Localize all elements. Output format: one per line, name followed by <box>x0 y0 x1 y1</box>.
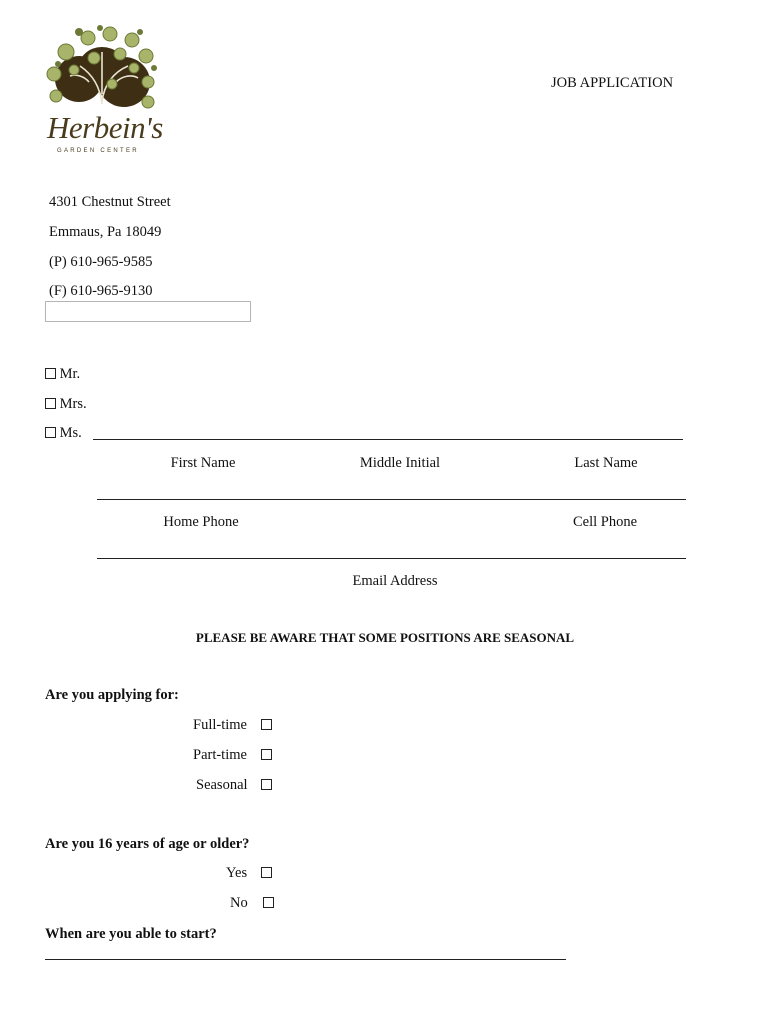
checkbox-ms[interactable] <box>45 427 56 438</box>
middle-initial-label: Middle Initial <box>359 455 441 471</box>
salutation-label: Mrs. <box>59 396 87 412</box>
tree-logo-icon <box>44 24 164 110</box>
option-label: No <box>230 895 248 911</box>
email-input-line[interactable] <box>97 558 686 559</box>
checkbox-mr[interactable] <box>45 368 56 379</box>
address-street: 4301 Chestnut Street <box>49 194 171 210</box>
phone-input-line[interactable] <box>97 499 686 500</box>
checkbox-part-time[interactable] <box>261 749 272 760</box>
cell-phone-label: Cell Phone <box>572 514 638 530</box>
seasonal-notice: PLEASE BE AWARE THAT SOME POSITIONS ARE SEASONAL <box>195 630 575 645</box>
option-label: Seasonal <box>196 777 248 793</box>
option-label: Yes <box>226 865 248 881</box>
option-full-time[interactable] <box>193 717 272 734</box>
last-name-label: Last Name <box>574 455 638 471</box>
name-input-line[interactable] <box>93 439 683 440</box>
salutation-ms[interactable] <box>45 425 82 442</box>
company-logo <box>44 24 164 164</box>
checkbox-yes[interactable] <box>261 867 272 878</box>
option-no[interactable] <box>230 895 274 912</box>
option-yes[interactable] <box>226 865 272 882</box>
address-fax: (F) 610-965-9130 <box>49 283 153 299</box>
checkbox-no[interactable] <box>263 897 274 908</box>
applying-for-question: Are you applying for: <box>45 687 179 703</box>
age-question: Are you 16 years of age or older? <box>45 836 250 852</box>
checkbox-full-time[interactable] <box>261 719 272 730</box>
start-question: When are you able to start? <box>45 926 217 942</box>
home-phone-label: Home Phone <box>163 514 239 530</box>
start-date-input-line[interactable] <box>45 959 566 960</box>
option-label: Full-time <box>193 717 247 733</box>
first-name-label: First Name <box>170 455 236 471</box>
page-title: JOB APPLICATION <box>551 75 674 91</box>
salutation-label: Ms. <box>59 425 82 441</box>
email-label: Email Address <box>352 573 438 589</box>
option-part-time[interactable] <box>193 747 272 764</box>
brand-name: Herbein's <box>47 110 163 145</box>
brand-tagline: GARDEN CENTER <box>57 148 139 154</box>
checkbox-seasonal[interactable] <box>261 779 272 790</box>
address-phone: (P) 610-965-9585 <box>49 254 153 270</box>
salutation-mrs[interactable] <box>45 396 87 413</box>
option-seasonal[interactable] <box>196 777 272 794</box>
blank-field[interactable] <box>45 301 251 322</box>
option-label: Part-time <box>193 747 247 763</box>
checkbox-mrs[interactable] <box>45 398 56 409</box>
salutation-mr[interactable] <box>45 366 80 383</box>
address-city: Emmaus, Pa 18049 <box>49 224 162 240</box>
salutation-label: Mr. <box>59 366 81 382</box>
